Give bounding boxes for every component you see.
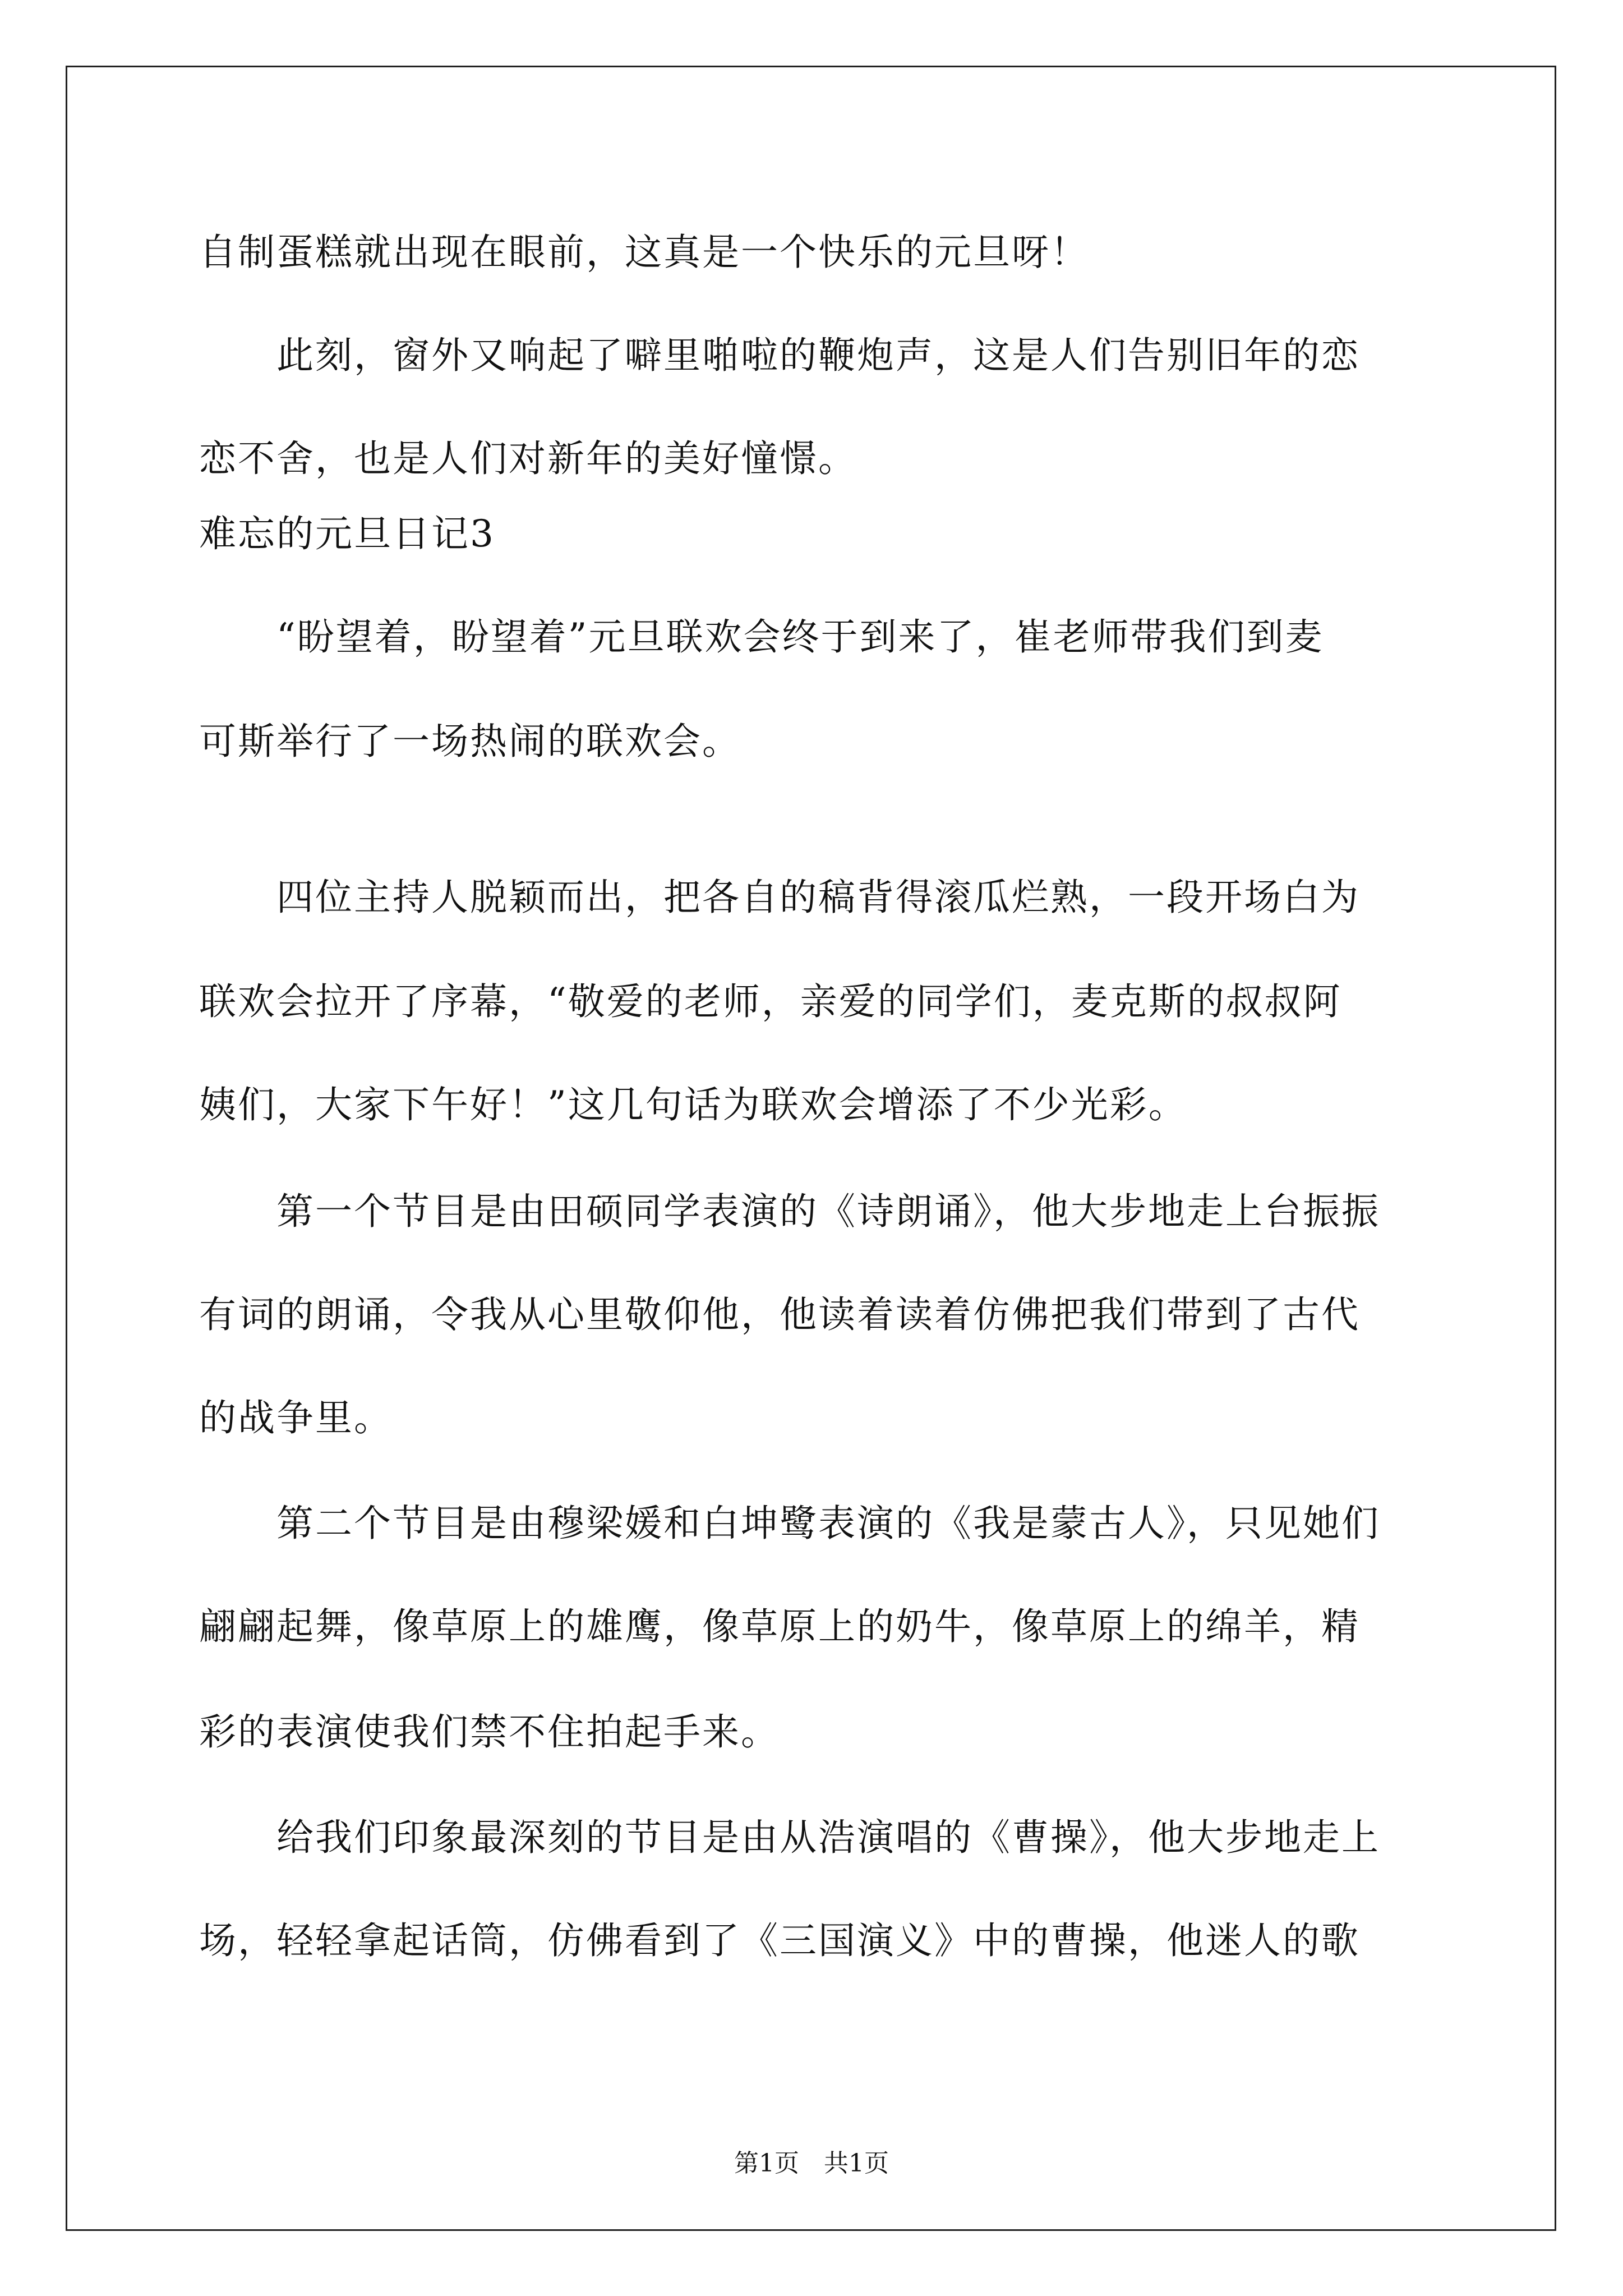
text-line: 恋不舍，也是人们对新年的美好憧憬。 [199, 437, 857, 480]
text-line: 给我们印象最深刻的节目是由从浩演唱的《曹操》，他大步地走上 [199, 1816, 1380, 1859]
text-line: 翩翩起舞，像草原上的雄鹰，像草原上的奶牛，像草原上的绵羊，精 [199, 1605, 1360, 1648]
text-line: 可斯举行了一场热闹的联欢会。 [199, 720, 741, 763]
page-footer: 第1页 共1页 [734, 2149, 889, 2178]
text-line: 此刻，窗外又响起了噼里啪啦的鞭炮声，这是人们告别旧年的恋 [199, 334, 1360, 377]
text-line: 场，轻轻拿起话筒，仿佛看到了《三国演义》中的曹操，他迷人的歌 [199, 1919, 1360, 1962]
text-line: 的战争里。 [199, 1396, 393, 1439]
text-line: 有词的朗诵，令我从心里敬仰他，他读着读着仿佛把我们带到了古代 [199, 1293, 1360, 1336]
text-line: 第二个节目是由穆梁媛和白坤鹭表演的《我是蒙古人》，只见她们 [199, 1502, 1380, 1545]
text-line: 姨们，大家下午好！”这几句话为联欢会增添了不少光彩。 [199, 1083, 1187, 1126]
text-line: 彩的表演使我们禁不住拍起手来。 [199, 1710, 780, 1754]
text-line: “盼望着，盼望着”元旦联欢会终于到来了，崔老师带我们到麦 [199, 615, 1324, 659]
text-line: 联欢会拉开了序幕，“敬爱的老师，亲爱的同学们，麦克斯的叔叔阿 [199, 980, 1342, 1023]
section-heading: 难忘的元旦日记3 [199, 512, 495, 555]
text-line: 第一个节目是由田硕同学表演的《诗朗诵》，他大步地走上台振振 [199, 1190, 1380, 1233]
page-border [66, 66, 1556, 2231]
text-line: 四位主持人脱颖而出，把各自的稿背得滚瓜烂熟，一段开场白为 [199, 876, 1360, 919]
text-line: 自制蛋糕就出现在眼前，这真是一个快乐的元旦呀！ [199, 231, 1089, 274]
